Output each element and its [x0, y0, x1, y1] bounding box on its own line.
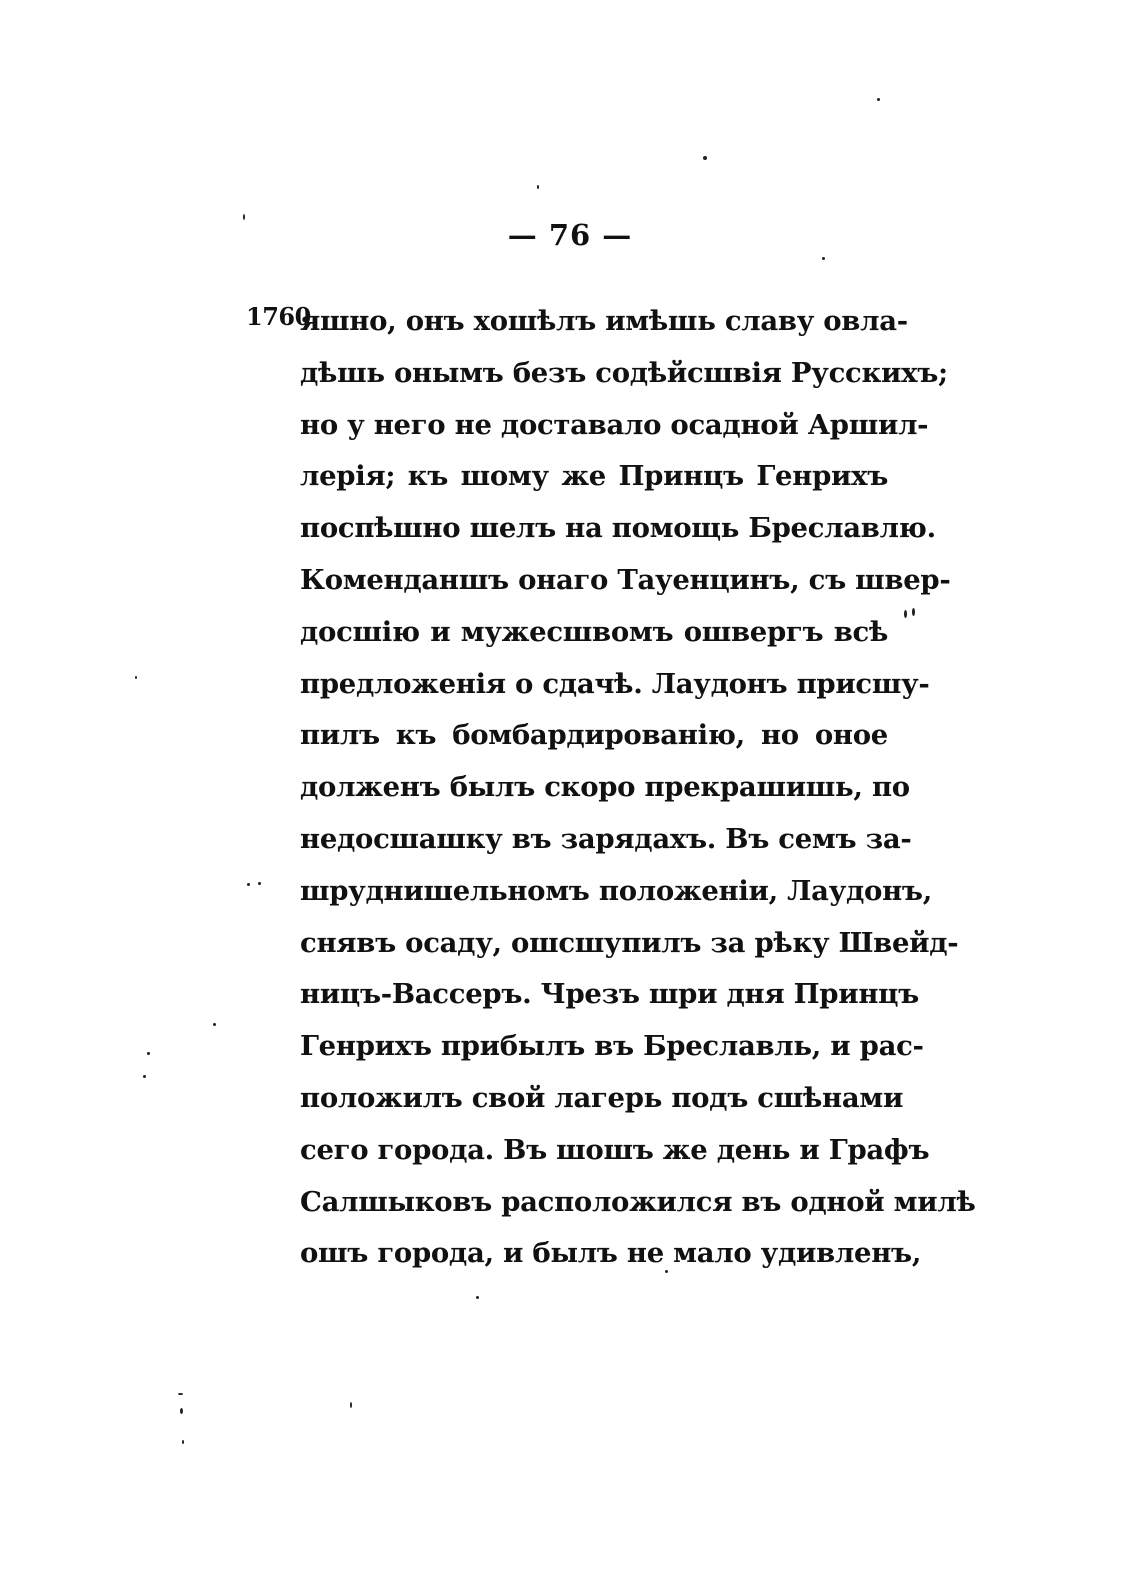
text-line: ницъ-Вассеръ. Чрезъ шри дня Принцъ — [300, 978, 919, 1011]
scan-speck — [247, 883, 250, 886]
scan-speck — [350, 1402, 352, 1408]
page-number: — 76 — — [507, 218, 633, 252]
text-line: яшно, онъ хошѣлъ имѣшь славу овла- — [300, 305, 908, 337]
scan-speck — [665, 1270, 668, 1273]
text-line: досшію и мужесшвомъ ошвергъ всѣ — [300, 615, 888, 648]
text-line: снявъ осаду, ошсшупилъ за рѣку Швейд- — [300, 926, 959, 959]
text-line: поспѣшно шелъ на помощь Бреславлю. — [300, 512, 936, 545]
scan-speck — [243, 214, 245, 220]
text-line: дѣшь онымъ безъ содѣйсшвія Русскихъ; — [300, 356, 948, 389]
text-line: но у него не доставало осадной Аршил- — [300, 408, 929, 441]
margin-year: 1760. — [246, 302, 319, 331]
text-line: предложенія о сдачѣ. Лаудонъ присшу- — [300, 667, 930, 700]
scan-speck — [258, 882, 261, 885]
text-line: положилъ свой лагерь подъ сшѣнами — [300, 1081, 904, 1114]
scan-speck — [476, 1296, 479, 1299]
scan-speck — [135, 676, 137, 679]
text-line: пилъ къ бомбардированію, но оное — [300, 719, 888, 752]
scan-speck — [180, 1408, 183, 1414]
scan-speck — [182, 1440, 184, 1444]
text-line: ошъ города, и былъ не мало удивленъ, — [300, 1237, 922, 1270]
scan-speck — [877, 98, 880, 101]
scan-speck — [822, 257, 825, 260]
scan-speck — [147, 1052, 150, 1055]
text-line: лерія; къ шому же Принцъ Генрихъ — [300, 460, 888, 493]
text-line: сего города. Въ шошъ же день и Графъ — [300, 1133, 930, 1166]
scan-speck — [703, 156, 707, 160]
body-text — [300, 296, 976, 1280]
text-line: недосшашку въ зарядахъ. Въ семъ за- — [300, 822, 912, 855]
text-line: долженъ былъ скоро прекрашишь, по — [300, 771, 910, 804]
scan-speck — [178, 1393, 183, 1395]
text-line: Генрихъ прибылъ въ Бреславль, и рас- — [300, 1030, 924, 1063]
text-line: Коменданшъ онаго Тауенцинъ, съ швер- — [300, 563, 951, 596]
scan-speck — [213, 1023, 216, 1026]
scan-speck — [904, 610, 907, 618]
text-line: Салшыковъ расположился въ одной милѣ — [300, 1185, 976, 1218]
scan-speck — [912, 608, 915, 616]
scan-speck — [143, 1075, 146, 1078]
text-line: шруднишельномъ положеніи, Лаудонъ, — [300, 874, 932, 907]
scan-speck — [537, 185, 539, 189]
